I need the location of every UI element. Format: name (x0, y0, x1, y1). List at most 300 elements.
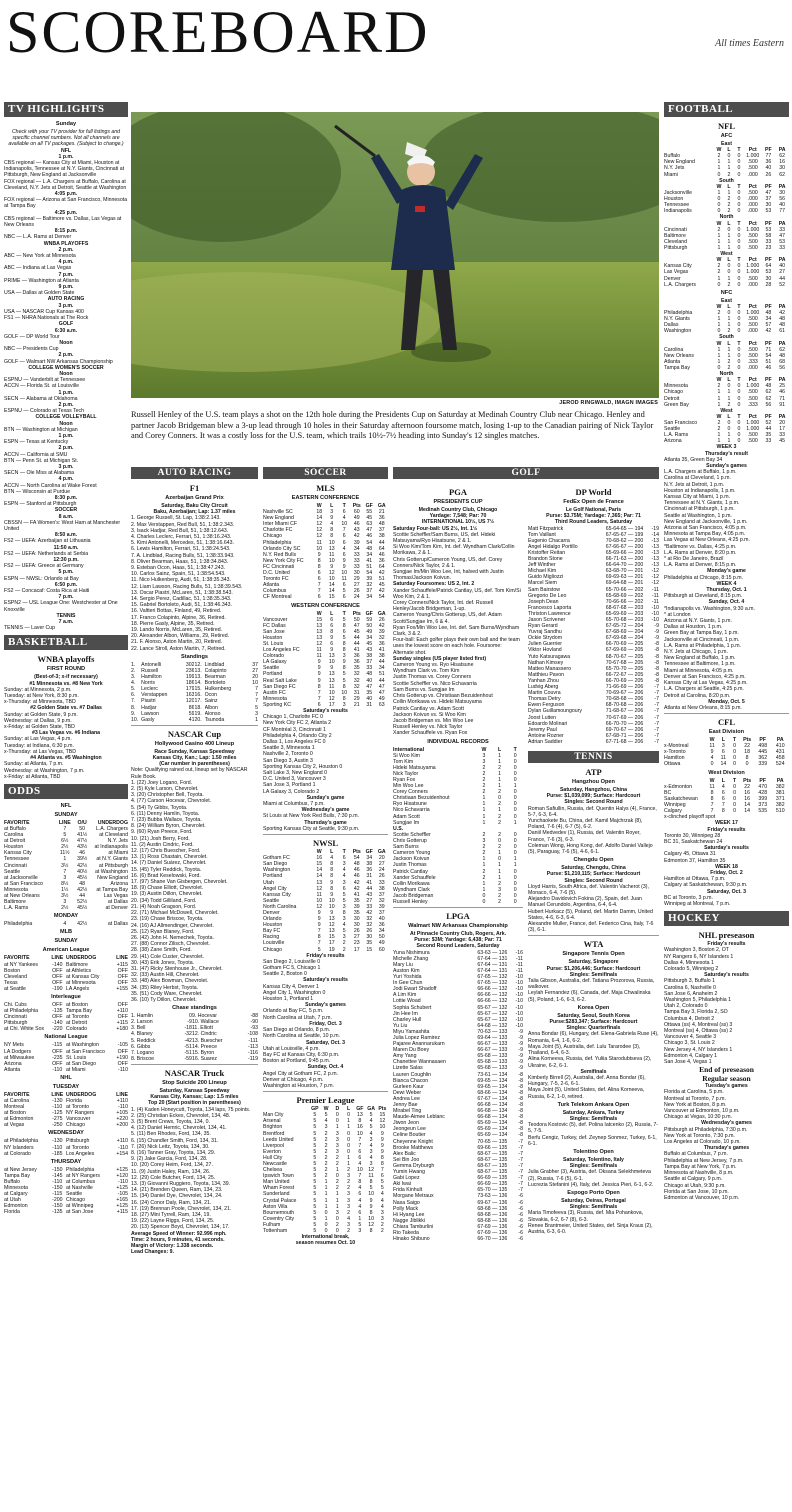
table-cell: 73-61 — 134 (477, 1071, 508, 1078)
table-cell: 1. Hamlin (131, 1013, 153, 1020)
table-cell: 54 (765, 352, 772, 359)
text-line: Seattle 2, Boston 0 (263, 971, 307, 978)
table-cell: 0 (737, 438, 741, 445)
table-cell: 2 (717, 269, 721, 276)
text-line: Sunday: at Las Vegas, 4 p.m. (4, 736, 72, 743)
table-cell: Edoardo Molinari (528, 720, 568, 727)
table-cell: 8 (330, 867, 334, 874)
table-cell: .500 (747, 159, 758, 166)
table-cell: 10 (328, 689, 335, 696)
table-cell: GF (365, 849, 373, 856)
table-cell: 1 (727, 432, 731, 439)
table-cell: 0 (737, 196, 741, 203)
table-cell: 26 (366, 928, 373, 935)
table-cell: 26 (378, 873, 385, 880)
table-cell: 30 (779, 189, 786, 196)
table-cell: 10 (328, 576, 335, 583)
text-line: 1 p.m. (58, 432, 74, 439)
mls-east-table (263, 503, 388, 601)
text-line: 4 p.m. (58, 259, 74, 266)
table-cell: 1 (727, 352, 731, 359)
table-cell: 5 (313, 1191, 317, 1198)
table-cell: 13 (316, 622, 323, 629)
table-cell: 31 (366, 873, 373, 880)
table-cell: Ryo Hisatsune (393, 801, 427, 808)
table-cell: Pct (748, 303, 757, 310)
table-cell: 9. Hocevar (191, 1013, 218, 1020)
table-cell: 5. (131, 686, 136, 693)
individual-records-table (393, 747, 523, 906)
table-cell: 21 (378, 509, 385, 516)
table-cell: 13 (356, 1112, 363, 1119)
text-line: Jacob Bridgeman vs. Min Woo Lee (393, 717, 474, 724)
table-cell: Maren Du Boey (393, 1047, 430, 1054)
table-cell: 64-68 — 132 (477, 1022, 508, 1029)
table-row (263, 1131, 388, 1137)
table-cell: 4 (358, 1160, 362, 1167)
table-cell: 46 (353, 873, 360, 880)
text-line: 18. (27) Mini Tyrrell, Ram, 134, 19. (131, 1211, 211, 1218)
table-cell: 9 (330, 910, 334, 916)
table-cell: T (737, 340, 741, 347)
table-cell: 0 (347, 1136, 351, 1143)
table-cell: 45½ (77, 874, 88, 881)
table-cell: Nick Taylor (393, 770, 419, 777)
table-cell: 3 (498, 886, 502, 893)
table-cell: -119 (248, 1055, 258, 1062)
table-cell: 66-66 — 132 (477, 998, 508, 1005)
table-cell: 1 (717, 346, 721, 353)
table-cell: 11 (316, 891, 322, 898)
table-cell: 3 (721, 743, 725, 750)
table-cell: -110 (52, 1066, 63, 1073)
table-cell: 41 (378, 647, 385, 654)
text-line: Buffalo at Columbus, 7 p.m. (664, 1151, 728, 1158)
table-cell: New England (97, 874, 128, 881)
text-line: (Car number in parentheses) (159, 761, 230, 768)
table-cell: 5 (369, 1112, 373, 1119)
text-line: FS2 — UEFA: Greece at Germany (4, 563, 84, 570)
table-cell: 12 (368, 1167, 375, 1174)
table-cell: 1 (358, 1215, 362, 1222)
table-cell: 65-68 — 133 (477, 1053, 508, 1060)
table-cell: -8 (518, 1095, 523, 1102)
table-cell: 10 (368, 1215, 375, 1222)
table-cell: 39 (378, 628, 385, 635)
table-cell: 46 (378, 551, 385, 558)
table-cell: Atlanta (263, 582, 280, 589)
table-cell: 428 (758, 789, 768, 796)
table-cell: 8 (358, 1118, 362, 1125)
table-cell: 0 (737, 165, 741, 172)
table-cell: 1.000 (746, 309, 760, 316)
table-cell: PF (759, 777, 767, 784)
table-cell: at Washington (95, 868, 128, 875)
text-line: Maya Joint (5), United States, def. Alina Korneeva, Russia, 6-2, 1-0, retired. (528, 1087, 645, 1100)
table-cell: 13 (328, 928, 335, 935)
table-cell: 4. Blaney (131, 1031, 153, 1038)
text-line: Daniil Medvedev (1), Russia, def. Valentin Royer, France, 7-6 (3), 6-3. (528, 830, 641, 843)
text-line: N.Y. Jets at Chicago, 1 p.m. (664, 649, 728, 656)
data-table (664, 377, 789, 407)
table-cell: .333 (747, 358, 758, 365)
table-cell: 5 (342, 897, 346, 904)
table-cell: 4 (342, 922, 346, 929)
table-row (131, 717, 258, 723)
table-cell: 1 (482, 819, 486, 826)
table-cell: -7 (518, 1169, 523, 1176)
text-line: 8:30 p.m. (54, 494, 78, 501)
table-cell: -13 (651, 556, 659, 563)
table-cell: 70-69-67 — 206 (605, 690, 644, 697)
table-cell: -9 (654, 623, 659, 630)
table-cell: 6 (380, 1173, 384, 1180)
table-cell: 2 (347, 1179, 351, 1186)
table-cell: Bortoleto (204, 680, 226, 687)
table-cell: 49 (353, 515, 360, 522)
table-cell: 8. (131, 704, 136, 711)
table-cell: -6 (518, 1205, 523, 1212)
table-cell: Hadjar (141, 704, 157, 711)
text-line: 2 p.m. (58, 401, 74, 408)
table-cell: 27 (353, 934, 360, 941)
text-line: Chicago at Utah, 9:30 p.m. (664, 1182, 726, 1189)
table-cell: 1 (482, 880, 486, 887)
text-line: NBC — L.A. Rams at Denver (4, 234, 72, 241)
table-cell: Columbus (263, 588, 287, 595)
golfer-photo-illustration (131, 112, 659, 398)
table-cell: Philadelphia (65, 1166, 95, 1173)
text-line: 26. (42) John H. Nemechek, Toyota. (131, 934, 214, 941)
table-cell: -8 (654, 659, 659, 666)
text-line: ESPN — Texas at Kentucky (4, 439, 69, 446)
table-cell: 2 (482, 776, 486, 783)
table-row (4, 1026, 128, 1032)
table-cell: 52 (765, 420, 772, 426)
table-cell: Denver (664, 275, 681, 282)
table-cell: 1 (482, 801, 486, 808)
table-cell: T (737, 303, 741, 310)
table-cell: -10 (515, 1004, 523, 1011)
table-cell: 65-68 — 133 (477, 1065, 508, 1072)
text-line: 7. (23) Bubba Wallace, Toyota. (131, 817, 202, 824)
text-line: 9 p.m. (58, 284, 74, 291)
table-cell: 5 (380, 1179, 384, 1186)
table-cell: 2. Larson (131, 1019, 153, 1026)
table-cell: 9 (342, 563, 346, 570)
table-cell: 6 (342, 551, 346, 558)
table-cell: 35 (353, 897, 360, 904)
text-line: x-Thursday: at Minnesota, TBD (4, 699, 76, 706)
table-cell: 1 (727, 238, 731, 245)
text-line: 5 p.m. (58, 569, 74, 576)
truck-title: NASCAR Truck (164, 1067, 225, 1078)
text-line: USA — Dallas at Golden State (4, 290, 75, 297)
mls-west-table (263, 611, 388, 709)
table-cell: 68-68 — 136 (477, 1217, 508, 1224)
table-cell: +110 (116, 1138, 128, 1145)
table-cell: OFF (117, 1060, 128, 1067)
table-cell: 5 (313, 1209, 317, 1216)
table-cell: .500 (747, 316, 758, 323)
table-cell: Arizona (110, 880, 128, 887)
table-cell: W (716, 147, 722, 154)
table-cell: Yanhan Zhou (528, 677, 559, 684)
table-cell: 2 (727, 364, 731, 371)
text-line: Saturday, Oct. 3 (305, 1039, 346, 1046)
text-line: 6. (15) Chandler Smith, Ford, 134, 31. (131, 1137, 219, 1144)
table-cell: Nagge Jiblikki (393, 1217, 426, 1224)
table-cell: GA (377, 503, 386, 509)
timezone-note: All times Eastern (715, 38, 784, 49)
text-line: Singles: Second Round (564, 799, 623, 806)
text-line: Cameron Young vs. Ryo Hisatsune (393, 662, 474, 669)
table-cell: 48 (366, 545, 373, 552)
table-cell: at Calgary (4, 1191, 28, 1198)
table-cell: Chicago (263, 533, 283, 540)
table-cell: 0 (335, 1112, 339, 1119)
text-line: Sunday: at Golden State, 9 p.m. (4, 711, 78, 718)
table-cell: 34 (366, 594, 373, 601)
tolentino-event: Tolentino Open (573, 1148, 614, 1155)
table-cell: 7 (317, 689, 321, 696)
table-cell: at Denver (105, 905, 128, 912)
table-cell: Auston Kim (393, 967, 420, 974)
table-cell: Chiara Tamburlini (393, 1223, 434, 1230)
table-cell: 65-68-69 — 202 (605, 592, 644, 599)
table-cell: 5. Reddick (131, 1037, 156, 1044)
text-line: Sungjae Im/Min Woo Lee, Int, halved with Justin Thomas/Jackson Koivun. (393, 569, 504, 582)
table-cell: -115 (52, 1042, 63, 1049)
dpworld-info (528, 507, 659, 526)
data-table (664, 737, 789, 767)
table-cell: 10 (341, 570, 348, 577)
text-line: 20. (34) Todd Gilliland, Ford. (131, 897, 197, 904)
text-line: Sunday's games (305, 1002, 346, 1009)
text-line: NFL (60, 147, 72, 154)
table-cell: .500 (747, 389, 758, 396)
text-line: Saturday, Chengdu, China (561, 865, 626, 872)
table-cell: Houston (664, 196, 684, 203)
table-cell: 2 (335, 1221, 339, 1228)
table-cell: New York City FC (263, 557, 304, 564)
table-cell: 1.000 (746, 226, 760, 233)
table-cell: Houston (263, 634, 283, 641)
table-cell: 2 (498, 819, 502, 826)
text-line: ACCN — North Carolina at Wake Forest (4, 482, 97, 489)
text-line: Xander Schauffele/Patrick Cantlay, US, def. Tom Kim/Si Woo Kim, 2 & 1. (393, 587, 521, 600)
text-line: 6:30 a.m. (54, 327, 78, 334)
table-cell: 67-67 — 134 (477, 1095, 508, 1102)
table-cell: 0 (727, 426, 731, 433)
table-cell: 4 (330, 855, 334, 862)
text-line: L.A. Rams at Denver, 8:15 p.m. (664, 562, 737, 569)
data-table (664, 257, 789, 287)
text-line: Dallas 1, Los Angeles FC 0 (263, 739, 326, 746)
table-cell: 0 (513, 886, 517, 893)
table-cell: -8 (518, 1126, 523, 1133)
table-cell: 12 (316, 903, 323, 910)
text-line: COLLEGE WOMEN'S SOCCER (28, 364, 104, 371)
table-cell: -110 (118, 1144, 128, 1151)
table-cell: 0 (513, 892, 517, 899)
table-cell: Minnesota (664, 383, 688, 390)
text-line: Tuesday: at New York, 8:30 p.m. (4, 693, 79, 700)
table-cell: +115 (116, 1209, 128, 1216)
table-cell: San Jose (263, 628, 285, 635)
table-cell: Bearman (204, 674, 226, 681)
table-cell: 38 (366, 653, 373, 660)
table-cell: 1 (498, 868, 502, 875)
table-cell: 68-67 — 135 (477, 1156, 508, 1163)
table-cell: Hi Hyang Lee (393, 1211, 425, 1218)
table-cell: 0 (189, 1013, 192, 1020)
table-cell: 27 (353, 582, 360, 589)
table-cell: Man City (263, 1112, 284, 1119)
text-line: 7 p.m. (58, 594, 74, 601)
table-cell: 2 (717, 420, 721, 426)
table-cell: 0 (498, 838, 502, 845)
table-cell: 3 (335, 1148, 339, 1155)
table-cell: 47 (366, 527, 373, 534)
table-cell: +125 (116, 1185, 128, 1192)
table-cell: W (323, 1106, 329, 1113)
text-line: 3. (20) Christopher Bell, Toyota. (131, 792, 204, 799)
table-cell: 1 (482, 856, 486, 863)
table-cell: Sungjae Im (393, 819, 420, 826)
table-cell: 5 (342, 928, 346, 935)
table-cell: Pct (748, 183, 757, 190)
table-cell: 32 (378, 634, 385, 641)
table-cell: 0 (498, 795, 502, 802)
text-line: Cincinnati at Pittsburgh, 1 p.m. (664, 506, 735, 513)
table-cell: 2 (335, 1179, 339, 1186)
table-cell: -10 (515, 992, 523, 999)
table-cell: San Diego (263, 861, 288, 868)
table-cell: Alonso (204, 710, 221, 717)
table-cell: 41 (353, 647, 360, 654)
table-cell: 17 (779, 426, 786, 433)
table-cell: 1 (717, 352, 721, 359)
table-cell: 41 (353, 891, 360, 898)
table-cell: -7 (654, 690, 659, 697)
table-cell: 4 (342, 515, 346, 522)
table-cell: Detroit (664, 395, 680, 402)
data-table (393, 747, 523, 826)
table-cell: Arizona (664, 438, 682, 445)
table-cell: 6 (317, 594, 321, 601)
table-cell: 6 (317, 701, 321, 708)
table-cell: 65-67 — 132 (477, 1016, 508, 1023)
table-cell: 371 (775, 795, 785, 802)
table-cell: L (727, 413, 731, 420)
text-line: 23. (19) Chase Briscoe, Toyota. (131, 916, 204, 923)
table-cell: Calgary (664, 808, 682, 815)
table-cell: 11 (316, 647, 322, 654)
nascar-title: NASCAR Cup (167, 728, 222, 739)
table-cell: L (727, 303, 731, 310)
text-line: 1. (4) Kaden Honeycutt, Toyota, 134 laps, 75 points. (131, 1106, 251, 1113)
text-line: New York at Boston, 8 p.m. (664, 1101, 727, 1108)
table-cell: 1 (727, 346, 731, 353)
table-cell: Boston (4, 967, 21, 974)
data-table (664, 184, 789, 214)
table-cell: 0 (513, 813, 517, 820)
table-cell: 1. (131, 661, 136, 668)
text-line: Nashville 2, Toronto 0 (263, 751, 313, 758)
table-cell: 11. Elliott (191, 1025, 213, 1032)
table-cell: 68-70-67 — 205 (605, 653, 644, 660)
data-table (4, 1042, 128, 1072)
table-cell: Pittsburgh (4, 1020, 28, 1027)
table-cell: 0 (737, 238, 741, 245)
table-cell: Gotham FC (263, 855, 290, 862)
table-cell: 66-68 — 134 (477, 1108, 508, 1115)
table-cell: 66-70-69 — 205 (605, 677, 644, 684)
text-line: 12. (17) Chris Buescher, Ford. (131, 848, 201, 855)
text-line: Noon (59, 420, 73, 427)
table-cell: Pct (748, 220, 757, 227)
table-cell: 65-64-65 — 194 (605, 525, 644, 532)
table-cell: 1 (347, 1154, 351, 1161)
table-cell: 40 (366, 677, 373, 684)
text-line: * at London (664, 611, 691, 618)
table-cell: -135 (52, 1209, 63, 1216)
table-cell: -11 (515, 961, 523, 968)
table-cell: 431 (775, 749, 785, 756)
table-cell: Aston Villa (263, 1203, 288, 1210)
table-cell: 0 (513, 770, 517, 777)
table-cell: FAVORITE (4, 1091, 30, 1098)
table-cell: 8 (330, 527, 334, 534)
table-cell: 66-64-70 — 200 (605, 562, 644, 569)
text-line: 6. (11) Denny Hamlin, Toyota. (131, 810, 200, 817)
table-cell: 0 (717, 202, 721, 209)
table-cell: 5 (313, 1215, 317, 1222)
text-line: 20. (13) Spencer Boyd, Chevrolet, 134, 17. (131, 1224, 230, 1231)
text-line: x-Friday: at Golden State, TBD (4, 724, 75, 731)
table-cell: Portland (263, 873, 283, 880)
text-line: Berfu Cengiz, Turkey, def. Zeynep Sonmez, Turkey, 6-1, 6-1. (528, 1134, 657, 1147)
table-cell: at San Diego (65, 1060, 96, 1067)
table-cell: 0 (717, 281, 721, 288)
table-cell: 2 (482, 783, 486, 790)
table-cell: 6 (721, 795, 725, 802)
text-line: Saturday, Singapore (568, 959, 619, 966)
text-line: 36. (10) Ty Dillon, Chevrolet. (131, 996, 197, 1003)
text-line: 1 p.m. (58, 389, 74, 396)
table-cell: 13 (328, 545, 335, 552)
golf-photo (131, 112, 659, 398)
table-cell: 42 (353, 879, 360, 886)
table-cell: 66-66 — 132 (477, 992, 508, 999)
text-line: 2. (25) Christian Eckes, Chevrolet, 134, 48. (131, 1112, 231, 1119)
table-cell: 0 (737, 432, 741, 439)
data-table (4, 955, 128, 992)
table-cell: -51 (184, 1049, 192, 1056)
table-cell: 1 (335, 1191, 339, 1198)
table-cell: Eugenio Chacarra (528, 537, 570, 544)
table-cell: .333 (747, 401, 758, 408)
table-cell: Russell Henley (393, 898, 428, 905)
text-line: Sunday's games (706, 462, 747, 469)
text-line: 7 p.m. (58, 271, 74, 278)
table-cell: PF (765, 340, 772, 347)
table-cell: Ottawa (664, 761, 681, 768)
table-cell: -7 (518, 1156, 523, 1163)
tv-listings (4, 148, 128, 632)
text-line: Saturday, Kansas Speedway (159, 1087, 230, 1094)
